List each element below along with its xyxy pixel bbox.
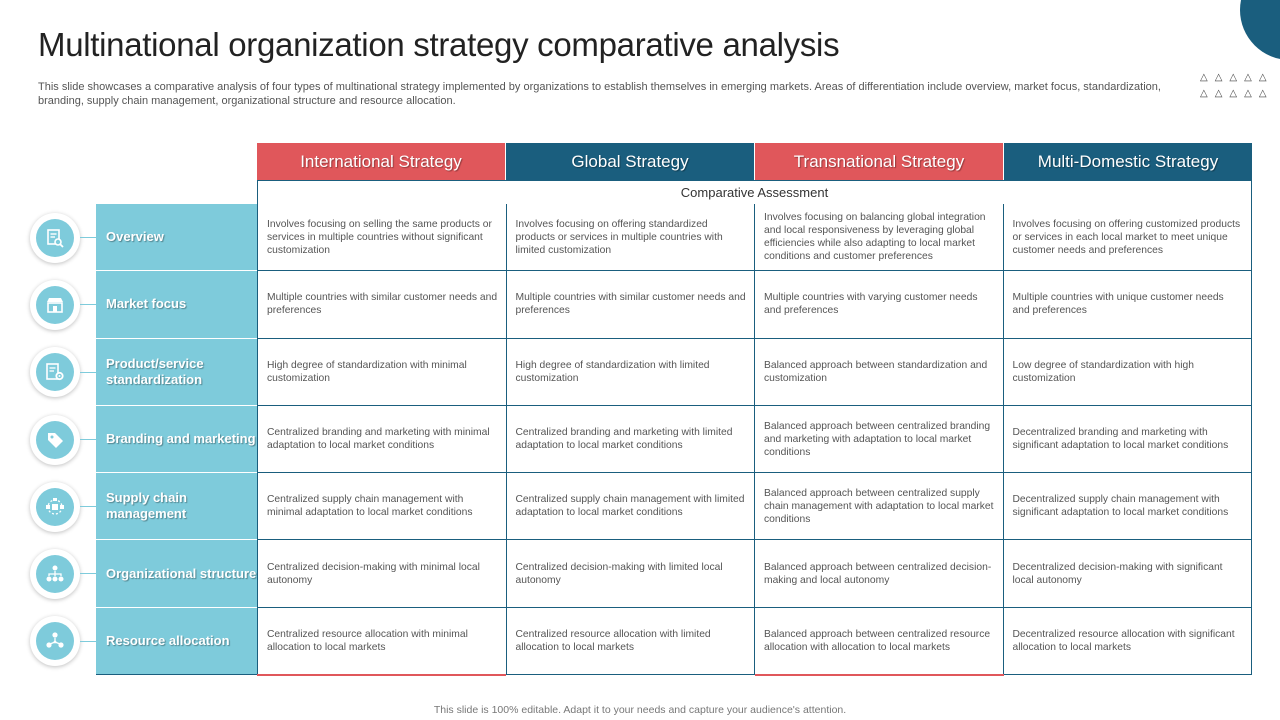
- triangle-icon: △: [1229, 88, 1238, 99]
- row-label-resource-allocation: Resource allocation: [96, 608, 257, 675]
- tag-icon: [36, 421, 74, 459]
- row-icons-column: [30, 204, 80, 675]
- strategy-header-row: [257, 143, 1252, 180]
- icon-badge: [30, 415, 80, 465]
- cell-global: Involves focusing on offering standardized products or services in multiple countries with limited customization: [506, 204, 755, 271]
- cell-international: Involves focusing on selling the same products or services in multiple countries without significant customization: [257, 204, 506, 271]
- icon-badge: [30, 280, 80, 330]
- table-row-overview: [96, 204, 1252, 271]
- cell-transnational: Balanced approach between centralized decision-making and local autonomy: [754, 540, 1003, 607]
- cell-multi-domestic: Decentralized decision-making with significant local autonomy: [1003, 540, 1253, 607]
- icon-badge: [30, 213, 80, 263]
- cell-international: Centralized branding and marketing with minimal adaptation to local market conditions: [257, 406, 506, 473]
- cell-multi-domestic: Decentralized supply chain management with significant adaptation to local market conditions: [1003, 473, 1253, 540]
- table-row-standardization: [96, 339, 1252, 406]
- cell-international: Centralized resource allocation with minimal allocation to local markets: [257, 608, 506, 675]
- cell-global: Centralized decision-making with limited local autonomy: [506, 540, 755, 607]
- corner-decoration: [1240, 0, 1280, 60]
- cell-international: High degree of standardization with minimal customization: [257, 339, 506, 406]
- org-chart-icon: [36, 555, 74, 593]
- comparison-table: [96, 204, 1252, 675]
- triangle-pattern: [1200, 70, 1280, 102]
- triangle-icon: △: [1244, 72, 1252, 83]
- page-subtitle: This slide showcases a comparative analysis of four types of multinational strategy implemented by organizations to establish themselves in emerging markets. Areas of differentiation include overview, market focus, standardization, branding, supply chain management, organizational structure and resource allocation.: [38, 81, 1161, 107]
- cell-multi-domestic: Involves focusing on offering customized products or services in each local market to meet unique customer needs and preferences: [1003, 204, 1253, 271]
- row-label-overview: Overview: [96, 204, 257, 271]
- page-title: Multinational organization strategy comparative analysis: [38, 26, 840, 63]
- cell-transnational: Balanced approach between centralized supply chain management with adaptation to local market conditions: [754, 473, 1003, 540]
- cell-multi-domestic: Decentralized branding and marketing with significant adaptation to local market conditions: [1003, 406, 1253, 473]
- cell-transnational: Balanced approach between centralized resource allocation with allocation to local markets: [754, 608, 1003, 675]
- cell-multi-domestic: Decentralized resource allocation with significant allocation to local markets: [1003, 608, 1253, 675]
- cell-international: Centralized supply chain management with minimal adaptation to local market conditions: [257, 473, 506, 540]
- cell-multi-domestic: Multiple countries with unique customer needs and preferences: [1003, 271, 1253, 338]
- cell-global: Multiple countries with similar customer needs and preferences: [506, 271, 755, 338]
- cell-multi-domestic: Low degree of standardization with high customization: [1003, 339, 1253, 406]
- table-row-resource-allocation: [96, 608, 1252, 675]
- cell-global: Centralized branding and marketing with limited adaptation to local market conditions: [506, 406, 755, 473]
- cell-global: Centralized supply chain management with limited adaptation to local market conditions: [506, 473, 755, 540]
- cell-transnational: Multiple countries with varying customer needs and preferences: [754, 271, 1003, 338]
- header-international-strategy: International Strategy: [257, 143, 506, 180]
- resource-network-icon: [36, 622, 74, 660]
- magnifier-document-icon: [36, 219, 74, 257]
- icon-badge: [30, 482, 80, 532]
- column-accent-bar: [755, 674, 1004, 676]
- triangle-icon: △: [1200, 72, 1208, 83]
- cell-transnational: Involves focusing on balancing global integration and local responsiveness by leveraging global efficiencies while also adapting to local market conditions and customer preferences: [754, 204, 1003, 271]
- column-accent-bar: [257, 674, 506, 676]
- cell-global: Centralized resource allocation with limited allocation to local markets: [506, 608, 755, 675]
- triangle-icon: △: [1258, 88, 1267, 99]
- icon-badge: [30, 347, 80, 397]
- icon-badge: [30, 549, 80, 599]
- cell-transnational: Balanced approach between centralized branding and marketing with adaptation to local market conditions: [754, 406, 1003, 473]
- header-multi-domestic-strategy: Multi-Domestic Strategy: [1004, 143, 1252, 180]
- triangle-icon: △: [1258, 72, 1267, 83]
- triangle-icon: △: [1200, 88, 1208, 99]
- row-label-market-focus: Market focus: [96, 271, 257, 338]
- row-label-branding: Branding and marketing: [96, 406, 257, 473]
- cell-international: Multiple countries with similar customer needs and preferences: [257, 271, 506, 338]
- cell-transnational: Balanced approach between standardization and customization: [754, 339, 1003, 406]
- cell-international: Centralized decision-making with minimal local autonomy: [257, 540, 506, 607]
- row-label-organizational-structure: Organizational structure: [96, 540, 257, 607]
- table-row-organizational-structure: [96, 540, 1252, 607]
- header-global-strategy: Global Strategy: [506, 143, 755, 180]
- header-transnational-strategy: Transnational Strategy: [755, 143, 1004, 180]
- triangle-icon: △: [1214, 88, 1223, 99]
- row-label-standardization: Product/service standardization: [96, 339, 257, 406]
- table-row-branding: [96, 406, 1252, 473]
- triangle-icon: △: [1244, 88, 1252, 99]
- supply-chain-icon: [36, 488, 74, 526]
- comparative-assessment-subheader: Comparative Assessment: [257, 180, 1252, 204]
- document-gear-icon: [36, 353, 74, 391]
- triangle-icon: △: [1229, 72, 1238, 83]
- row-label-supply-chain: Supply chain management: [96, 473, 257, 540]
- storefront-icon: [36, 286, 74, 324]
- table-row-market-focus: [96, 271, 1252, 338]
- icon-badge: [30, 616, 80, 666]
- table-row-supply-chain: [96, 473, 1252, 540]
- footer-note: This slide is 100% editable. Adapt it to your needs and capture your audience's attention.: [433, 704, 847, 716]
- triangle-icon: △: [1214, 72, 1223, 83]
- cell-global: High degree of standardization with limited customization: [506, 339, 755, 406]
